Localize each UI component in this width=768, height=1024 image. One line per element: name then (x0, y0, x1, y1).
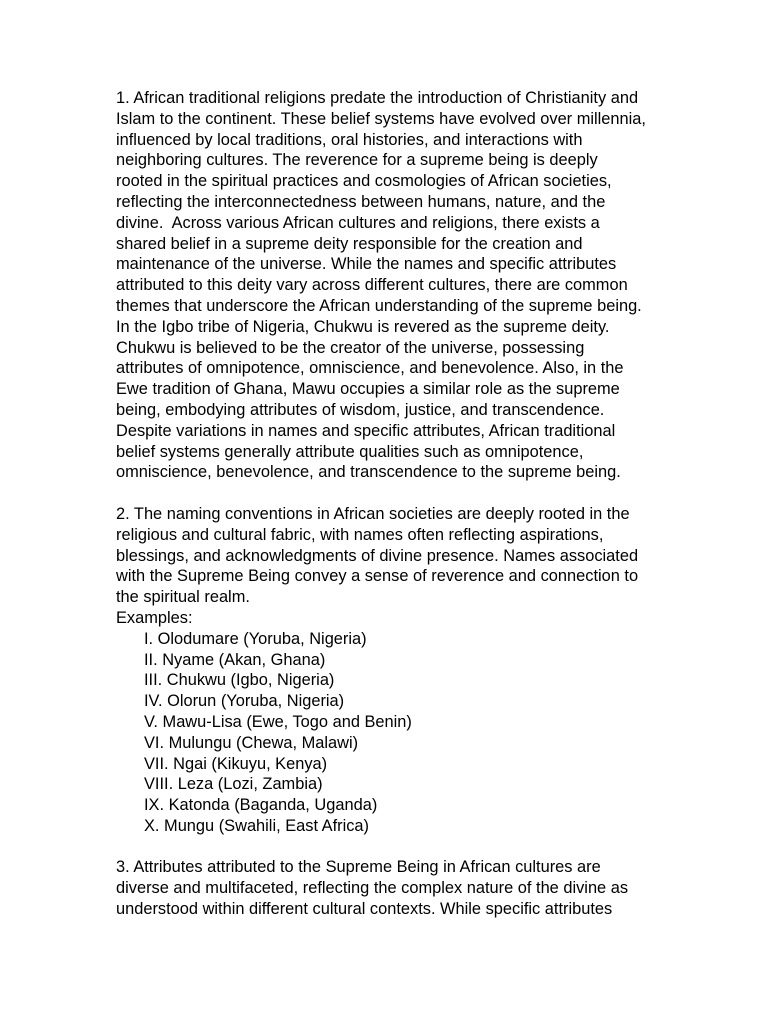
document-body (116, 88, 651, 920)
list-item: VIII. Leza (Lozi, Zambia) (144, 775, 323, 794)
examples-list (116, 629, 646, 837)
examples-label: Examples: (116, 608, 193, 627)
paragraph-section-1: 1. African traditional religions predate the introduction of Christianity and Islam to the continent. These belief systems have evolved over millennia, influenced by local traditions, oral histories, and interactions with neighboring cultures. The reverence for a supreme being is deeply rooted in the spiritual practices and cosmologies of African societies, reflecting the interconnectedness between humans, nature, and the divine. Across various African cultures and religions, there exists a shared belief in a supreme deity responsible for the creation and maintenance of the universe. While the names and specific attributes attributed to this deity vary across different cultures, there are common themes that underscore the African understanding of the supreme being. In the Igbo tribe of Nigeria, Chukwu is revered as the supreme deity. Chukwu is believed to be the creator of the universe, possessing attributes of omnipotence, omniscience, and benevolence. Also, in the Ewe tradition of Ghana, Mawu occupies a similar role as the supreme being, embodying attributes of wisdom, justice, and transcendence. Despite variations in names and specific attributes, African traditional belief systems generally attribute qualities such as omnipotence, omniscience, benevolence, and transcendence to the supreme being. (116, 89, 651, 482)
paragraph-section-3: 3. Attributes attributed to the Supreme Being in African cultures are diverse and multifaceted, reflecting the complex nature of the divine as understood within different cultural contexts. While specific attributes (116, 858, 633, 919)
list-item: V. Mawu-Lisa (Ewe, Togo and Benin) (144, 712, 412, 731)
list-item: III. Chukwu (Igbo, Nigeria) (144, 671, 335, 690)
list-item: II. Nyame (Akan, Ghana) (144, 650, 326, 669)
list-item: I. Olodumare (Yoruba, Nigeria) (144, 629, 367, 648)
list-item: VII. Ngai (Kikuyu, Kenya) (144, 754, 328, 773)
paragraph-gap (116, 837, 646, 858)
list-item: X. Mungu (Swahili, East Africa) (144, 816, 370, 835)
list-item: IV. Olorun (Yoruba, Nigeria) (144, 692, 345, 711)
list-item: IX. Katonda (Baganda, Uganda) (144, 796, 378, 815)
paragraph-gap (116, 483, 646, 504)
list-item: VI. Mulungu (Chewa, Malawi) (144, 733, 359, 752)
paragraph-section-2: 2. The naming conventions in African societies are deeply rooted in the religious and cultural fabric, with names often reflecting aspirations, blessings, and acknowledgments of divine presence. Names associated with the Supreme Being convey a sense of reverence and connection to the spiritual realm. (116, 504, 643, 607)
